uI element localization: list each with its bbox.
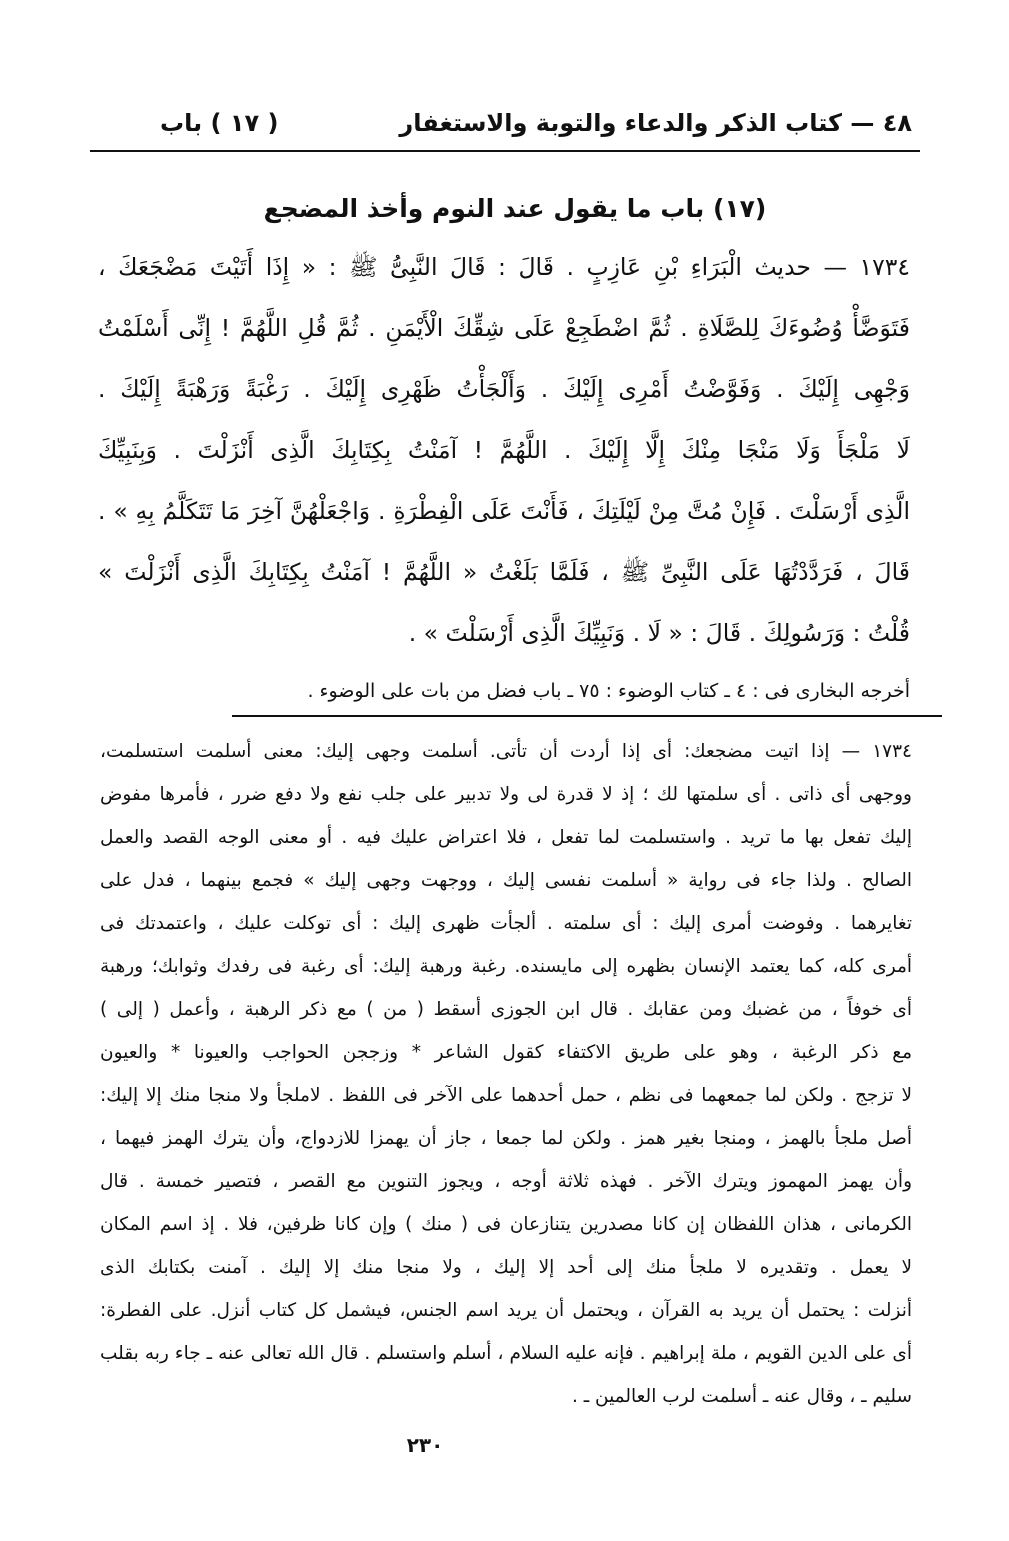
hadith-line: لَا مَلْجَأَ وَلَا مَنْجَا مِنْكَ إِلَّا إِلَيْكَ . اللَّهُمَّ ! آمَنْتُ بِكِتَابِكَ الَّذِى أَنْزَلْتَ . وَبِنَبِيِّكَ	[98, 436, 910, 464]
commentary-line: إليك تفعل بها ما تريد . واستسلمت لما تفعل ، فلا اعتراض عليك فيه . أو معنى الوجه القصد والعمل	[100, 827, 912, 848]
commentary-line: أى خوفاً ، من غضبك ومن عقابك . قال ابن الجوزى أسقط ( من ) مع ذكر الرهبة ، وأعمل ( إلى )	[100, 999, 912, 1020]
commentary-block	[100, 730, 912, 1418]
hadith-line: الَّذِى أَرْسَلْتَ . فَإِنْ مُتَّ مِنْ لَيْلَتِكَ ، فَأَنْتَ عَلَى الْفِطْرَةِ . وَاجْعَلْهُنَّ آخِرَ مَا تَتَكَلَّمُ بِهِ » .	[98, 497, 910, 525]
hadith-line: وَجْهِى إِلَيْكَ . وَفَوَّضْتُ أَمْرِى إِلَيْكَ . وَأَلْجَأْتُ ظَهْرِى إِلَيْكَ . رَغْبَةً وَرَهْبَةً إِلَيْكَ .	[98, 375, 910, 403]
hadith-source-reference: أخرجه البخارى فى : ٤ ـ كتاب الوضوء : ٧٥ ـ باب فضل من بات على الوضوء .	[307, 680, 910, 702]
hadith-line: قُلْتُ : وَرَسُولِكَ . قَالَ : « لَا . وَنَبِيِّكَ الَّذِى أَرْسَلْتَ » .	[408, 619, 910, 647]
commentary-line: سليم ـ ، وقال عنه ـ أسلمت لرب العالمين ـ .	[571, 1386, 912, 1407]
page-number: ٢٣٠	[406, 1433, 444, 1457]
hadith-line: قَالَ ، فَرَدَّدْتُهَا عَلَى النَّبِىِّ ﷺ ، فَلَمَّا بَلَغْتُ « اللَّهُمَّ ! آمَنْتُ بِكِتَابِكَ الَّذِى أَنْزَلْتَ »	[98, 558, 910, 586]
commentary-line: أى على الدين القويم ، ملة إبراهيم . فإنه عليه السلام ، أسلم واستسلم . قال الله تعالى عنه ـ جاء ربه بقلب	[100, 1343, 912, 1364]
commentary-line: ١٧٣٤ — إذا اتيت مضجعك: أى إذا أردت أن تأتى. أسلمت وجهى إليك: معنى أسلمت استسلمت،	[100, 741, 912, 762]
footnote-separator-rule	[232, 715, 942, 717]
commentary-line: لا تزجج . ولكن لما جمعهما فى نظم ، حمل أحدهما على الآخر فى اللفظ . لاملجأ ولا منجا منك إلا إليك:	[100, 1085, 912, 1106]
commentary-line: لا يعمل . وتقديره لا ملجأ منك إلى أحد إلا إليك ، ولا منجا منك إلا إليك . آمنت بكتابك الذى	[100, 1257, 912, 1278]
hadith-line: فَتَوَضَّأْ وُضُوءَكَ لِلصَّلَاةِ . ثُمَّ اضْطَجِعْ عَلَى شِقِّكَ الْأَيْمَنِ . ثُمَّ قُلِ اللَّهُمَّ ! إِنِّى أَسْلَمْتُ	[98, 314, 910, 342]
commentary-line: الكرمانى ، هذان اللفظان إن كانا مصدرين يتنازعان فى ( منك ) وإن كانا ظرفين، فلا . إذ اسم المكان	[100, 1214, 912, 1235]
header-chapter-label: ( ١٧ ) باب	[160, 109, 279, 137]
commentary-line: ووجهى أى ذاتى . أى سلمتها لك ؛ إذ لا قدرة لى ولا تدبير على جلب نفع ولا دفع ضرر ، فأمرها مفوض	[100, 784, 912, 805]
header-rule	[90, 150, 920, 152]
commentary-line: الصالح . ولذا جاء فى رواية « أسلمت نفسى إليك ، ووجهت وجهى إليك » فجمع بينهما ، فدل على	[100, 870, 912, 891]
commentary-line: وأن يهمز المهموز ويترك الآخر . فهذه ثلاثة أوجه ، ويجوز التنوين مع القصر ، فتصير خمسة . قال	[100, 1171, 912, 1192]
commentary-line: أمرى كله، كما يعتمد الإنسان بظهره إلى مايسنده. رغبة ورهبة إليك: أى رغبة فى رفدك وثوابك؛ ورهبة	[100, 956, 912, 977]
chapter-title: (١٧) باب ما يقول عند النوم وأخذ المضجع	[263, 194, 767, 223]
commentary-line: تغايرهما . وفوضت أمرى إليك : أى سلمته . ألجأت ظهرى إليك : أى توكلت عليك ، واعتمدتك فى	[100, 913, 912, 934]
commentary-line: أنزلت : يحتمل أن يريد به القرآن ، ويحتمل أن يريد اسم الجنس، فيشمل كل كتاب أنزل. على الفطرة:	[100, 1300, 912, 1321]
header-book-title: ٤٨ — كتاب الذكر والدعاء والتوبة والاستغفار	[399, 109, 912, 137]
hadith-text-block	[98, 237, 910, 664]
commentary-line: أصل ملجأ بالهمز ، ومنجا بغير همز . ولكن لما جمعا ، جاز أن يهمزا للازدواج، وأن يترك الهمز فيهما ،	[100, 1128, 912, 1149]
hadith-line: ١٧٣٤ — حديث الْبَرَاءِ بْنِ عَازِبٍ . قَالَ : قَالَ النَّبِىُّ ﷺ : « إِذَا أَتَيْتَ مَضْجَعَكَ ،	[98, 253, 910, 281]
commentary-line: مع ذكر الرغبة ، وهو على طريق الاكتفاء كقول الشاعر * وزججن الحواجب والعيونا * والعيون	[100, 1042, 912, 1063]
running-header	[160, 102, 912, 144]
